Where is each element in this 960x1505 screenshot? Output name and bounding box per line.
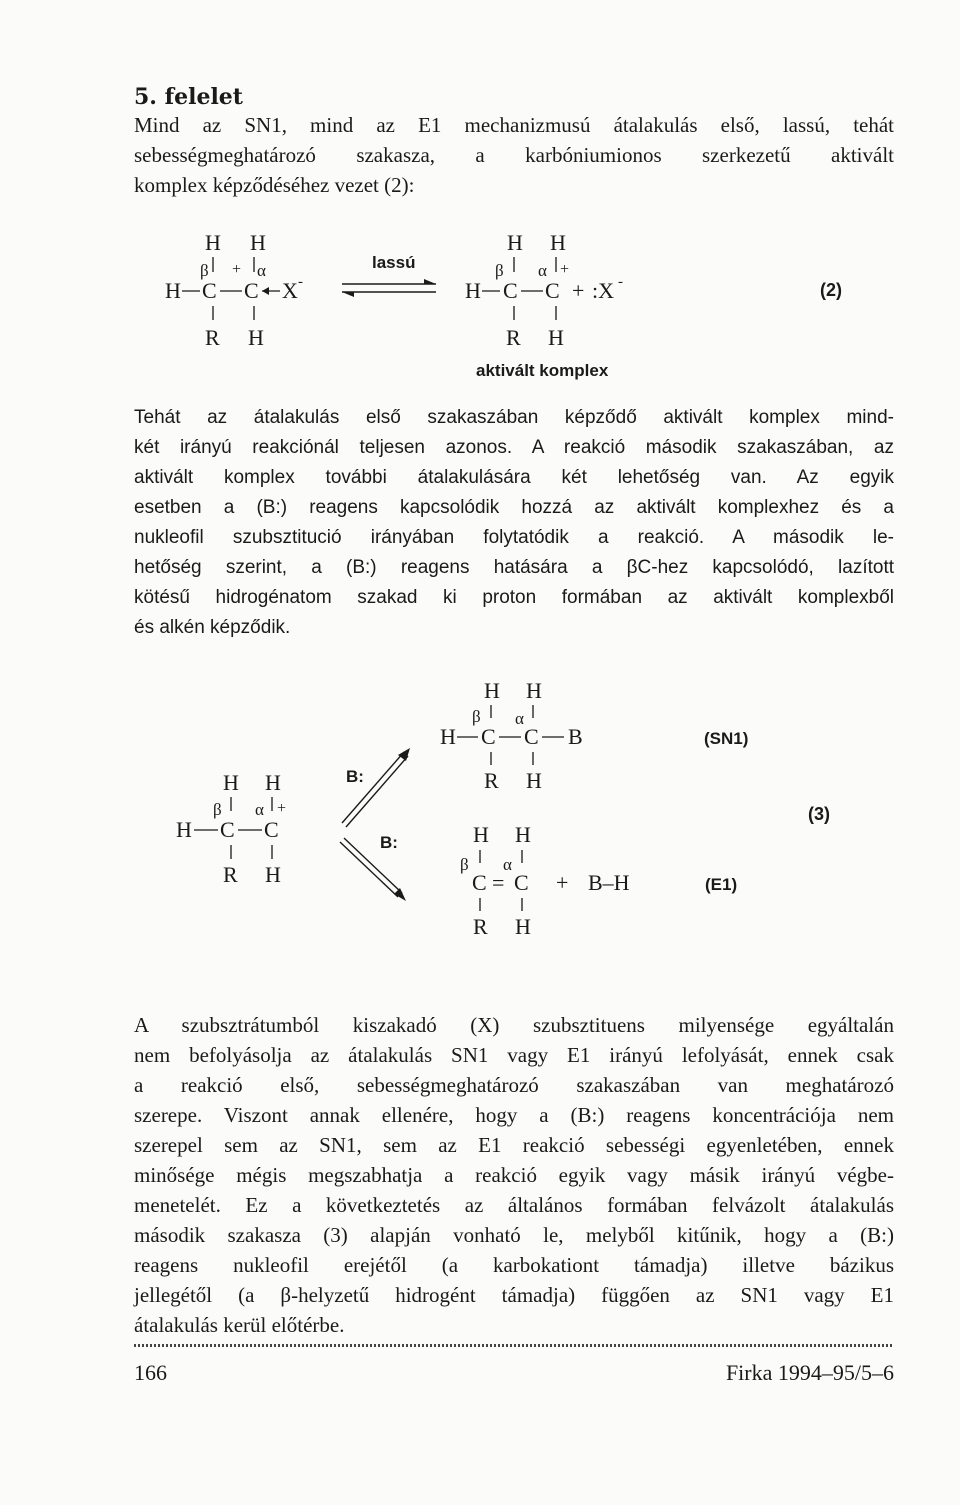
text-line: komplex képződéséhez vezet (2): [134, 173, 415, 197]
atom-h: H [473, 822, 489, 847]
leaving-group: X [282, 278, 298, 303]
charge-minus: - [298, 274, 303, 290]
text-line: sebességmeghatározó szakasza, a karbóniumionos szerkezetű aktivált [134, 143, 894, 167]
text-line: aktivált komplex további átalakulására két lehetőség van. Az egyik [134, 467, 894, 488]
atom-r: R [223, 862, 238, 887]
atom-c: C [503, 278, 518, 303]
atom-c: C [472, 870, 487, 895]
product-caption: aktivált komplex [476, 361, 609, 380]
base-reagent: B: [346, 767, 364, 786]
text-line: Mind az SN1, mind az E1 mechanizmusú átalakulás első, lassú, tehát [134, 113, 894, 137]
text-line: és alkén képződik. [134, 617, 291, 638]
beta-label: β [472, 707, 481, 726]
equation-number: (3) [808, 804, 830, 824]
text-line: esetben a (B:) reagens kapcsolódik hozzá az aktivált komplexhez és a [134, 497, 894, 518]
byproduct: B–H [588, 870, 630, 895]
text-line: a reakció első, sebességmeghatározó szakaszában van meghatározó [134, 1073, 894, 1097]
arrow-head-icon [262, 287, 269, 295]
arrow-head-icon [394, 888, 406, 901]
atom-h: H [176, 817, 192, 842]
atom-h: H [550, 230, 566, 255]
atom-c: C [481, 724, 496, 749]
base-reagent: B: [380, 833, 398, 852]
arrow-label: lassú [372, 253, 416, 272]
atom-h: H [165, 278, 181, 303]
atom-c: C [545, 278, 560, 303]
text-line: reagens nukleofil erejétől (a karbokationt támadja) illetve bázikus [134, 1253, 894, 1277]
pathway-arrow-sn1 [342, 752, 404, 823]
plus-sign: + [572, 278, 585, 303]
text-line: átalakulás kerül előtérbe. [134, 1313, 345, 1337]
pathway-label-sn1: (SN1) [704, 729, 749, 748]
charge-plus: + [560, 261, 570, 278]
atom-b: B [568, 724, 583, 749]
text-line: A szubsztrátumból kiszakadó (X) szubsztituens milyensége egyáltalán [134, 1013, 894, 1037]
atom-h: H [507, 230, 523, 255]
text-line: hetőség szerint, a (B:) reagens hatására a βC-hez kapcsolódó, lazított [134, 557, 894, 578]
beta-label: β [495, 261, 504, 280]
footer-divider [134, 1344, 894, 1347]
charge-plus: + [232, 261, 242, 278]
intro-paragraph [134, 110, 894, 200]
reaction-scheme-3 [0, 670, 960, 950]
atom-h: H [515, 822, 531, 847]
equation-number: (2) [820, 280, 842, 300]
closing-paragraph [134, 1010, 894, 1340]
atom-h: H [250, 230, 266, 255]
beta-label: β [213, 800, 222, 819]
arrow-head-icon [398, 748, 410, 761]
text-line: második szakasza (3) alapján vonható le, melyből kitűnik, hogy a (B:) [134, 1223, 894, 1247]
atom-c: C [202, 278, 217, 303]
atom-h: H [526, 678, 542, 703]
atom-h: H [440, 724, 456, 749]
atom-h: H [205, 230, 221, 255]
beta-label: β [200, 261, 209, 280]
atom-h: H [265, 770, 281, 795]
atom-c: C [524, 724, 539, 749]
atom-r: R [506, 325, 521, 350]
text-line: nukleofil szubsztitució irányában folytatódik a reakció. A második le- [134, 527, 894, 548]
double-bond: = [492, 870, 505, 895]
pathway-label-e1: (E1) [705, 875, 738, 894]
atom-c: C [244, 278, 259, 303]
text-line: nem befolyásolja az átalakulás SN1 vagy E1 irányú lefolyását, ennek csak [134, 1043, 894, 1067]
alpha-label: α [538, 261, 547, 280]
atom-c: C [514, 870, 529, 895]
alpha-label: α [503, 855, 512, 874]
section-heading: 5. felelet [134, 84, 243, 110]
atom-c: C [220, 817, 235, 842]
text-line: menetelét. Ez a következtetés az általános formában felvázolt átalakulás [134, 1193, 894, 1217]
leaving-anion: :X [592, 278, 614, 303]
beta-label: β [460, 855, 469, 874]
alpha-label: α [257, 261, 266, 280]
atom-h: H [484, 678, 500, 703]
text-line: jellegétől (a β-helyzetű hidrogént támadja) függően az SN1 vagy E1 [134, 1283, 894, 1307]
atom-h: H [223, 770, 239, 795]
atom-h: H [515, 914, 531, 939]
charge-plus: + [277, 800, 287, 817]
reaction-scheme-2 [0, 220, 960, 385]
atom-r: R [484, 768, 499, 793]
middle-paragraph [134, 403, 894, 643]
atom-h: H [248, 325, 264, 350]
text-line: kötésű hidrogénatom szakad ki proton formában az aktivált komplexből [134, 587, 894, 608]
journal-issue: Firka 1994–95/5–6 [725, 1360, 894, 1385]
atom-h: H [548, 325, 564, 350]
plus-sign: + [556, 870, 569, 895]
page-number: 166 [134, 1360, 167, 1385]
atom-h: H [265, 862, 281, 887]
atom-r: R [205, 325, 220, 350]
text-line: két irányú reakciónál teljesen azonos. A reakció második szakaszában, az [134, 437, 894, 458]
alpha-label: α [515, 709, 524, 728]
charge-minus: - [618, 274, 623, 290]
text-line: szerepe. Viszont annak ellenére, hogy a (B:) reagens koncentrációja nem [134, 1103, 894, 1127]
atom-h: H [465, 278, 481, 303]
atom-c: C [264, 817, 279, 842]
text-line: minősége mégis megszabhatja a reakció egyik vagy másik irányú végbe- [134, 1163, 894, 1187]
text-line: Tehát az átalakulás első szakaszában képződő aktivált komplex mind- [134, 407, 894, 428]
atom-h: H [526, 768, 542, 793]
text-line: szerepel sem az SN1, sem az E1 reakció sebességi egyenletében, ennek [134, 1133, 894, 1157]
atom-r: R [473, 914, 488, 939]
alpha-label: α [255, 800, 264, 819]
